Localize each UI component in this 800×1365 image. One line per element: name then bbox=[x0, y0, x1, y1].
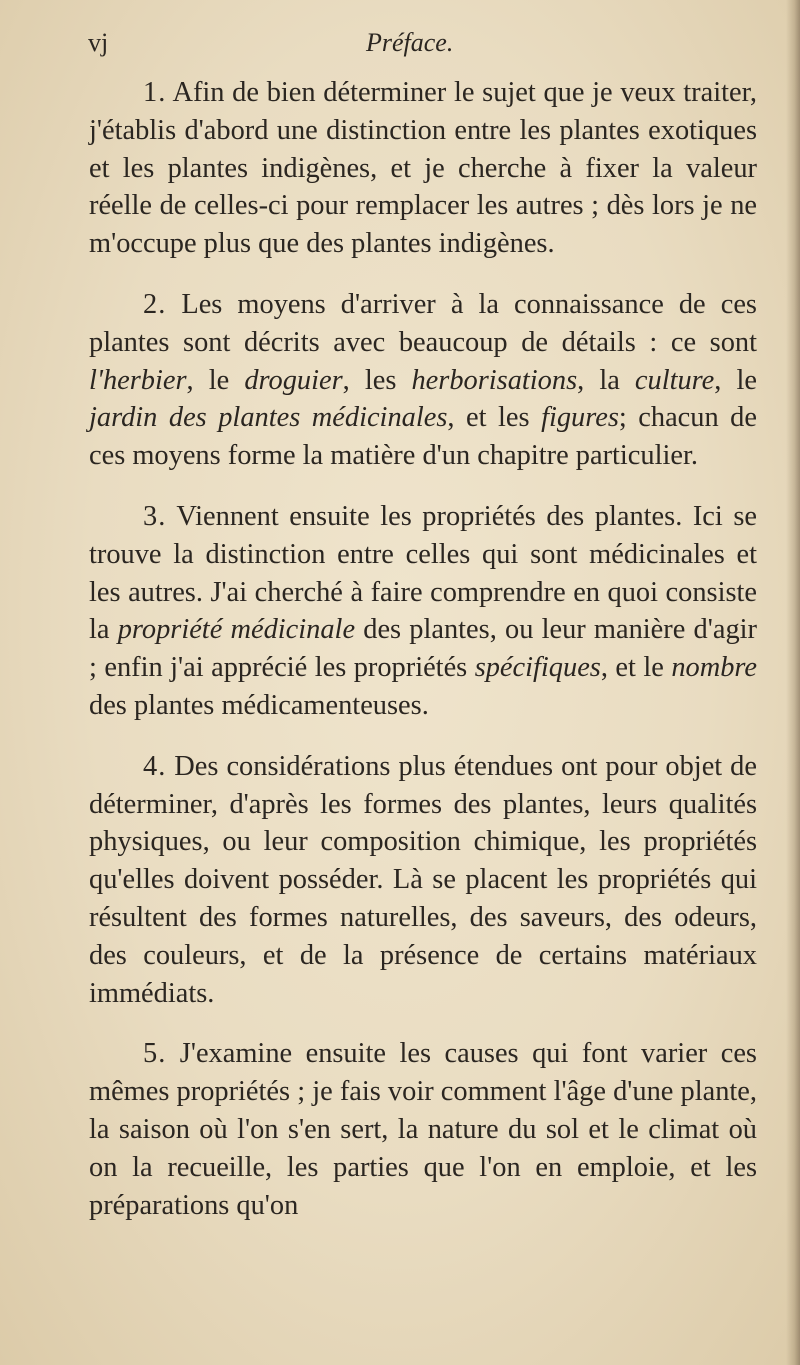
text-segment: , et le bbox=[600, 652, 672, 684]
text-segment: Des considérations plus étendues ont pour objet de déterminer, d'après les formes des plantes, leurs qualités physiques, ou leur composition chimique, les propriétés qu'elles doivent posséder. Là se placent les propriétés qui résultent des formes naturelles, des saveurs, des odeurs, des couleurs, et de la présence de certains matériaux immédiats. bbox=[89, 750, 757, 1009]
italic-term: spécifiques bbox=[474, 652, 601, 684]
paragraph-5 bbox=[89, 1035, 757, 1224]
text-segment: des plantes, ou leur manière d'agir ; enfin j'ai apprécié les propriétés bbox=[89, 614, 757, 684]
italic-term: figures bbox=[541, 402, 619, 434]
italic-term: herborisations bbox=[411, 364, 578, 396]
text-segment: ; chacun de ces moyens forme la matière d'un chapitre particulier. bbox=[89, 402, 757, 472]
text-segment: , et les bbox=[447, 402, 542, 434]
italic-term: droguier bbox=[244, 364, 343, 396]
page-number: vj bbox=[88, 28, 109, 57]
paragraph-3 bbox=[89, 498, 757, 725]
paragraph-number: 5. bbox=[143, 1038, 167, 1070]
paragraph-4 bbox=[89, 748, 757, 1013]
paragraph-1 bbox=[89, 74, 757, 263]
paragraph-2 bbox=[89, 286, 757, 475]
body-text bbox=[89, 74, 757, 1224]
italic-term: propriété médicinale bbox=[117, 614, 356, 646]
italic-term: l'herbier bbox=[89, 364, 187, 396]
text-segment: , le bbox=[714, 364, 757, 396]
italic-term: culture bbox=[634, 364, 715, 396]
running-title: Préface. bbox=[366, 28, 454, 57]
page-header bbox=[88, 28, 758, 68]
paragraph-number: 1. bbox=[143, 77, 167, 108]
text-segment: des plantes médicamenteuses. bbox=[89, 689, 429, 721]
text-segment: Viennent ensuite les propriétés des plantes. Ici se trouve la distinction entre celles qui sont médicinales et les autres. J'ai cherché à faire comprendre en quoi consiste la bbox=[89, 500, 757, 646]
paragraph-number: 2. bbox=[143, 288, 167, 320]
text-segment: , le bbox=[186, 364, 245, 396]
paragraph-number: 3. bbox=[143, 500, 167, 532]
text-segment: Les moyens d'arriver à la connaissance de ces plantes sont décrits avec beaucoup de détails : ce sont bbox=[89, 288, 757, 358]
text-segment: J'examine ensuite les causes qui font varier ces mêmes propriétés ; je fais voir comment l'âge d'une plante, la saison où l'on s'en sert, la nature du sol et le climat où on la recueille, les parties que l'on en emploie, et les préparations qu'on bbox=[89, 1038, 757, 1221]
text-segment: Afin de bien déterminer le sujet que je veux traiter, j'établis d'abord une distinction entre les plantes exotiques et les plantes indigènes, et je cherche à fixer la valeur réelle de celles-ci pour remplacer les autres ; dès lors je ne m'occupe plus que des plantes indigènes. bbox=[89, 77, 757, 260]
page-edge-shadow bbox=[786, 0, 800, 1365]
italic-term: nombre bbox=[671, 652, 757, 684]
paragraph-number: 4. bbox=[143, 750, 167, 782]
text-segment: , les bbox=[342, 364, 412, 396]
italic-term: jardin des plantes médicinales bbox=[89, 402, 448, 434]
text-segment: , la bbox=[577, 364, 635, 396]
